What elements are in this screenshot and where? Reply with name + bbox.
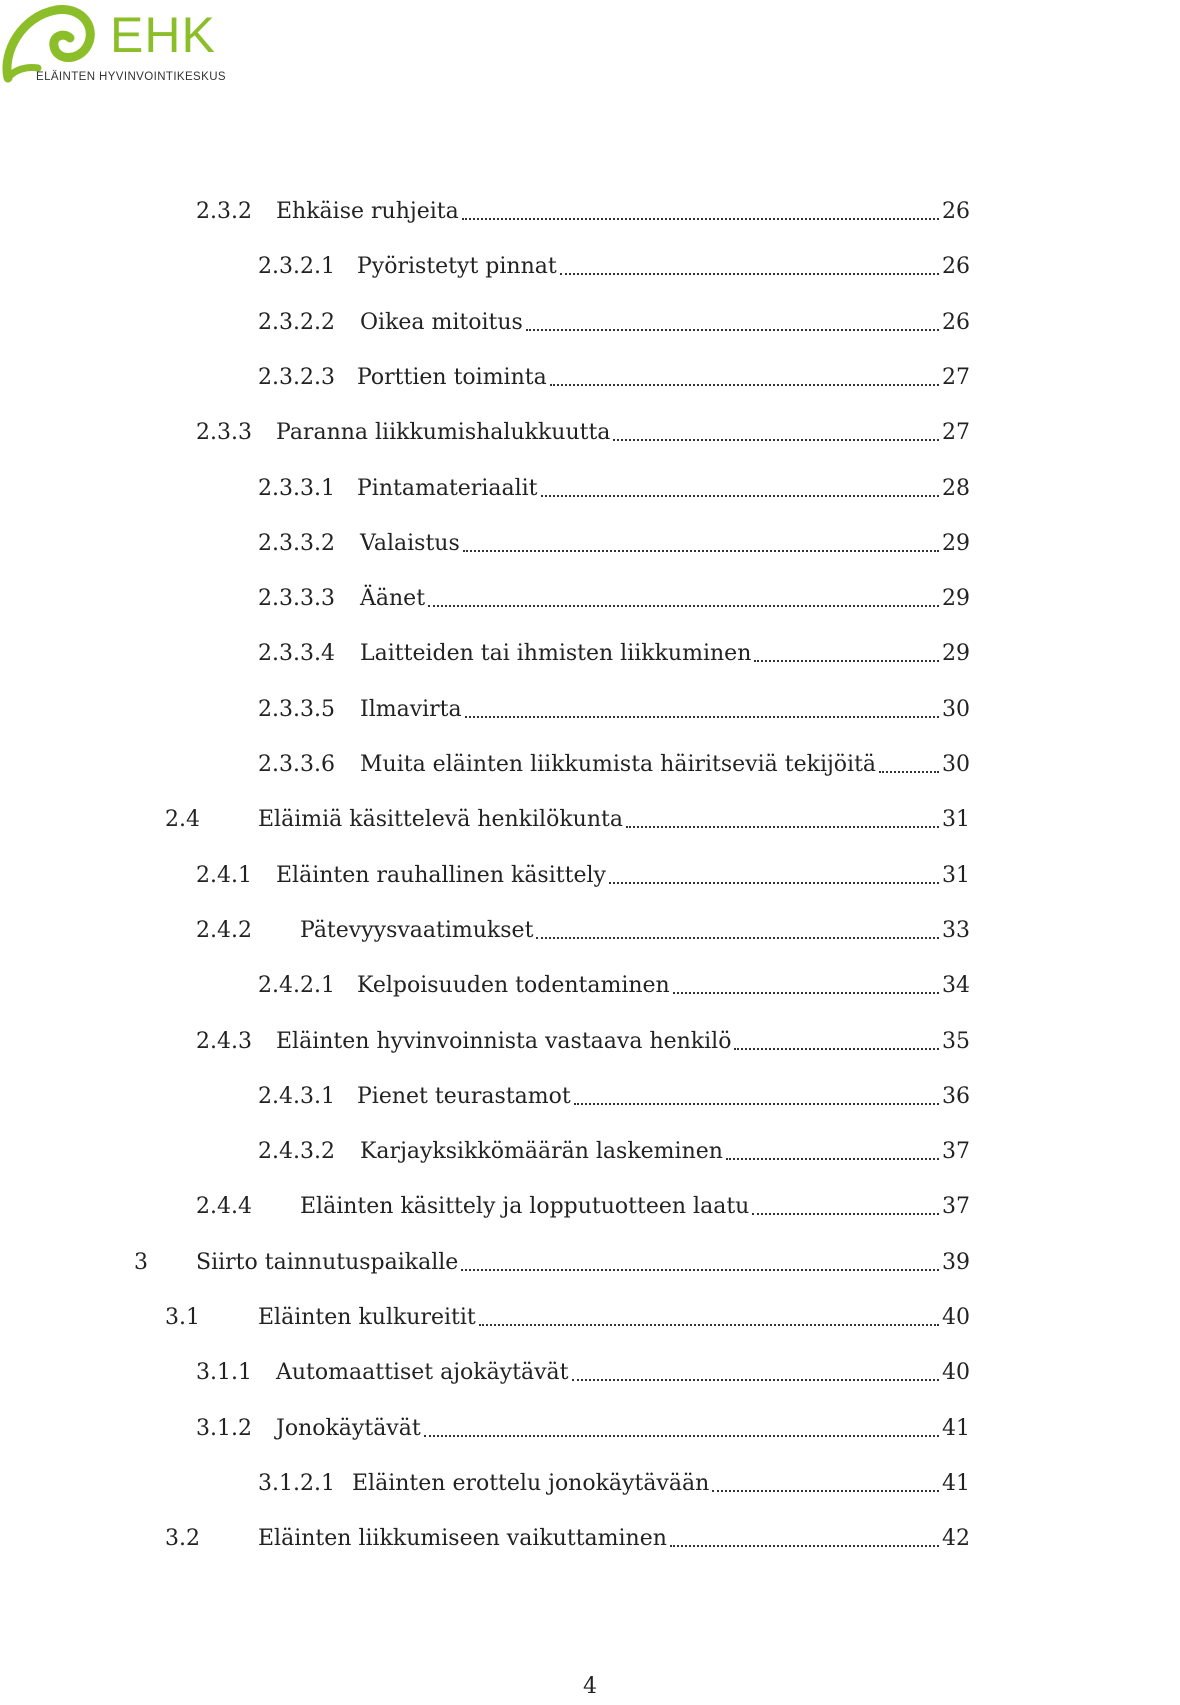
toc-number: 2.4.4 [196, 1194, 252, 1220]
toc-entry[interactable] [165, 1293, 970, 1333]
toc-entry[interactable] [196, 1017, 970, 1057]
toc-title: Automaattiset ajokäytävät [276, 1360, 569, 1386]
toc-dot-leader [754, 660, 939, 662]
toc-number: 3 [134, 1249, 148, 1275]
toc-dot-leader [626, 826, 939, 828]
toc-title: Porttien toiminta [357, 364, 547, 390]
toc-dot-leader [526, 329, 939, 331]
toc-entry[interactable] [196, 1348, 970, 1388]
toc-entry[interactable] [196, 851, 970, 891]
toc-dot-leader [428, 605, 939, 607]
toc-page-number: 37 [942, 1194, 970, 1220]
toc-page-number: 41 [942, 1415, 970, 1441]
toc-title: Eläinten rauhallinen käsittely [276, 862, 606, 888]
toc-page-number: 27 [942, 364, 970, 390]
toc-entry[interactable] [196, 1182, 970, 1222]
toc-page-number: 40 [942, 1305, 970, 1330]
toc-title: Valaistus [360, 530, 460, 556]
toc-title: Eläinten liikkumiseen vaikuttaminen [258, 1526, 667, 1552]
toc-entry[interactable] [258, 519, 970, 559]
logo-name: EHK [110, 7, 216, 63]
toc-title: Kelpoisuuden todentaminen [357, 973, 670, 999]
toc-number: 2.4.3.1 [258, 1083, 335, 1109]
toc-dot-leader [670, 1545, 939, 1547]
toc-dot-leader [752, 1213, 939, 1215]
toc-page-number: 37 [942, 1139, 970, 1165]
toc-number: 2.3.3.6 [258, 752, 335, 777]
toc-title: Eläinten hyvinvoinnista vastaava henkilö [276, 1028, 732, 1054]
toc-dot-leader [734, 1048, 939, 1050]
toc-entry[interactable] [258, 1072, 970, 1112]
toc-page-number: 41 [942, 1470, 970, 1496]
toc-dot-leader [462, 218, 939, 220]
toc-entry[interactable] [258, 242, 970, 282]
toc-page-number: 29 [942, 530, 970, 556]
toc-entry[interactable] [258, 1459, 970, 1499]
toc-page-number: 30 [942, 752, 970, 777]
toc-dot-leader [613, 439, 939, 441]
toc-title: Äänet [360, 586, 426, 612]
toc-title: Laitteiden tai ihmisten liikkuminen [360, 641, 752, 667]
toc-dot-leader [424, 1435, 939, 1437]
toc-entry[interactable] [196, 1404, 970, 1444]
toc-page-number: 42 [942, 1526, 970, 1552]
toc-title: Muita eläinten liikkumista häiritseviä tekijöitä [360, 752, 877, 777]
toc-number: 2.3.2.1 [258, 254, 335, 280]
toc-dot-leader [541, 495, 939, 497]
toc-title: Eläimiä käsittelevä henkilökunta [258, 807, 623, 833]
toc-page-number: 27 [942, 420, 970, 446]
toc-title: Oikea mitoitus [360, 309, 523, 335]
toc-entry[interactable] [196, 408, 970, 448]
toc-dot-leader [560, 273, 939, 275]
toc-title: Eläinten käsittely ja lopputuotteen laatu [300, 1194, 750, 1220]
toc-entry[interactable] [258, 298, 970, 338]
toc-dot-leader [712, 1490, 939, 1492]
toc-number: 2.3.2 [196, 199, 252, 224]
toc-dot-leader [574, 1103, 939, 1105]
toc-page-number: 33 [942, 917, 970, 943]
toc-number: 2.3.2.2 [258, 309, 335, 335]
toc-dot-leader [726, 1158, 939, 1160]
toc-page-number: 28 [942, 475, 970, 501]
toc-number: 2.3.3.4 [258, 641, 335, 667]
toc-dot-leader [572, 1379, 940, 1381]
toc-entry[interactable] [134, 1238, 970, 1278]
toc-number: 2.4.2 [196, 917, 252, 943]
toc-number: 3.2 [165, 1526, 200, 1552]
toc-number: 2.4.3.2 [258, 1139, 335, 1165]
toc-page-number: 26 [942, 254, 970, 280]
toc-page-number: 31 [942, 807, 970, 833]
toc-entry[interactable] [258, 574, 970, 614]
toc-number: 3.1.2.1 [258, 1470, 335, 1496]
toc-entry[interactable] [165, 795, 970, 835]
toc-dot-leader [465, 716, 939, 718]
toc-number: 3.1.1 [196, 1360, 252, 1386]
toc-title: Pyöristetyt pinnat [357, 254, 557, 280]
toc-page-number: 30 [942, 696, 970, 722]
toc-dot-leader [609, 882, 939, 884]
toc-dot-leader [879, 771, 939, 773]
toc-title: Jonokäytävät [276, 1415, 421, 1441]
toc-entry[interactable] [258, 1127, 970, 1167]
toc-page-number: 36 [942, 1083, 970, 1109]
toc-page-number: 35 [942, 1028, 970, 1054]
toc-title: Paranna liikkumishalukkuutta [276, 420, 611, 446]
toc-number: 3.1.2 [196, 1415, 252, 1441]
toc-title: Karjayksikkömäärän laskeminen [360, 1139, 723, 1165]
toc-entry[interactable] [258, 629, 970, 669]
toc-page-number: 31 [942, 862, 970, 888]
toc-number: 2.3.3 [196, 420, 252, 446]
toc-dot-leader [673, 992, 939, 994]
toc-dot-leader [536, 937, 939, 939]
toc-title: Ehkäise ruhjeita [276, 199, 459, 224]
toc-title: Ilmavirta [360, 696, 462, 722]
toc-page-number: 34 [942, 973, 970, 999]
toc-page-number: 26 [942, 309, 970, 335]
toc-page-number: 40 [942, 1360, 970, 1386]
ehk-logo [0, 0, 240, 95]
toc-title: Eläinten kulkureitit [258, 1305, 476, 1330]
toc-entry[interactable] [258, 685, 970, 725]
toc-entry[interactable] [258, 740, 970, 780]
toc-dot-leader [461, 1269, 939, 1271]
toc-dot-leader [463, 550, 939, 552]
toc-page-number: 26 [942, 199, 970, 224]
toc-entry[interactable] [258, 961, 970, 1001]
toc-number: 3.1 [165, 1305, 200, 1330]
toc-entry[interactable] [258, 464, 970, 504]
toc-title: Siirto tainnutuspaikalle [196, 1249, 459, 1275]
toc-dot-leader [550, 384, 939, 386]
toc-title: Pintamateriaalit [357, 475, 538, 501]
toc-page-number: 29 [942, 641, 970, 667]
toc-number: 2.3.3.3 [258, 586, 335, 612]
toc-number: 2.3.3.2 [258, 530, 335, 556]
toc-number: 2.3.3.5 [258, 696, 335, 722]
toc-entry[interactable] [165, 1514, 970, 1554]
toc-number: 2.4 [165, 807, 200, 833]
toc-number: 2.4.2.1 [258, 973, 335, 999]
toc-dot-leader [479, 1324, 939, 1326]
toc-number: 2.4.3 [196, 1028, 252, 1054]
toc-title: Eläinten erottelu jonokäytävään [352, 1470, 710, 1496]
toc-number: 2.4.1 [196, 862, 252, 888]
toc-number: 2.3.2.3 [258, 364, 335, 390]
toc-entry[interactable] [258, 353, 970, 393]
logo-tagline: ELÄINTEN HYVINVOINTIKESKUS [36, 71, 226, 83]
toc-page-number: 39 [942, 1249, 970, 1275]
toc-number: 2.3.3.1 [258, 475, 335, 501]
toc-entry[interactable] [196, 906, 970, 946]
toc-page-number: 29 [942, 586, 970, 612]
toc-entry[interactable] [196, 187, 970, 227]
toc-title: Pienet teurastamot [357, 1083, 571, 1109]
toc-title: Pätevyysvaatimukset [300, 917, 534, 943]
page-number: 4 [583, 1674, 597, 1699]
